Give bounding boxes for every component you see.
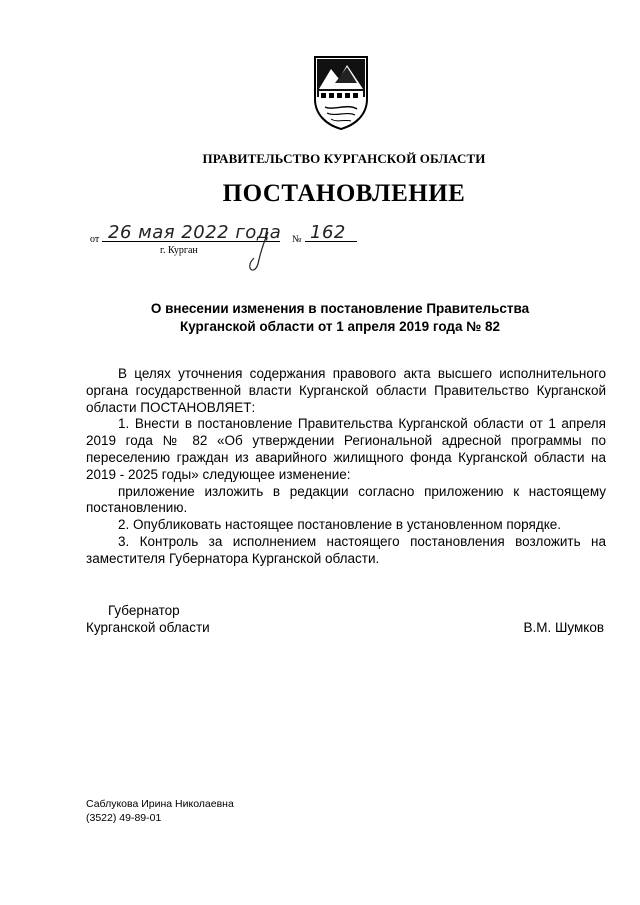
- coat-of-arms-emblem: [309, 53, 373, 131]
- item-3-paragraph: 3. Контроль за исполнением настоящего постановления возложить на заместителя Губернатора Курганской области.: [86, 533, 606, 566]
- item-2-paragraph: 2. Опубликовать настоящее постановление в установленном порядке.: [118, 517, 562, 533]
- executor-name: Саблукова Ирина Николаевна: [86, 798, 234, 810]
- signatory-name: В.М. Шумков: [523, 620, 604, 635]
- preamble-paragraph: В целях уточнения содержания правового акта высшего исполнительного органа государственной власти Курганской области Правительство Курганской области ПОСТАНОВЛЯЕТ:: [86, 366, 606, 415]
- document-body: [86, 366, 606, 568]
- executor-info: [86, 797, 234, 825]
- subject-line-1: О внесении изменения в постановление Правительства: [150, 301, 530, 316]
- city-label: г. Курган: [160, 245, 198, 256]
- government-title: ПРАВИТЕЛЬСТВО КУРГАНСКОЙ ОБЛАСТИ: [202, 151, 486, 166]
- item-1-sub-paragraph: приложение изложить в редакции согласно приложению к настоящему постановлению.: [86, 483, 606, 516]
- handwritten-mark: [238, 228, 278, 276]
- position-line-2: Курганской области: [86, 619, 210, 635]
- number-underline: [305, 241, 357, 242]
- signatory-position: [86, 603, 210, 636]
- date-prefix: от: [90, 234, 100, 245]
- subject-line-2: Курганской области от 1 апреля 2019 года № 82: [179, 319, 501, 334]
- document-type-title: ПОСТАНОВЛЕНИЕ: [222, 180, 466, 207]
- document-subject: [60, 300, 620, 336]
- item-1-paragraph: 1. Внести в постановление Правительства Курганской области от 1 апреля 2019 года № 82 «Об утверждении Региональной адресной программы по переселению граждан из аварийного жилищного фонда Курганской области на 2019 - 2025 годы» следующее изменение:: [86, 416, 606, 482]
- handwritten-date: 26 мая 2022 года: [108, 222, 282, 243]
- handwritten-number: 162: [310, 222, 346, 243]
- executor-phone: (3522) 49-89-01: [86, 812, 162, 824]
- position-line-1: Губернатор: [108, 603, 180, 618]
- number-prefix: №: [292, 234, 302, 245]
